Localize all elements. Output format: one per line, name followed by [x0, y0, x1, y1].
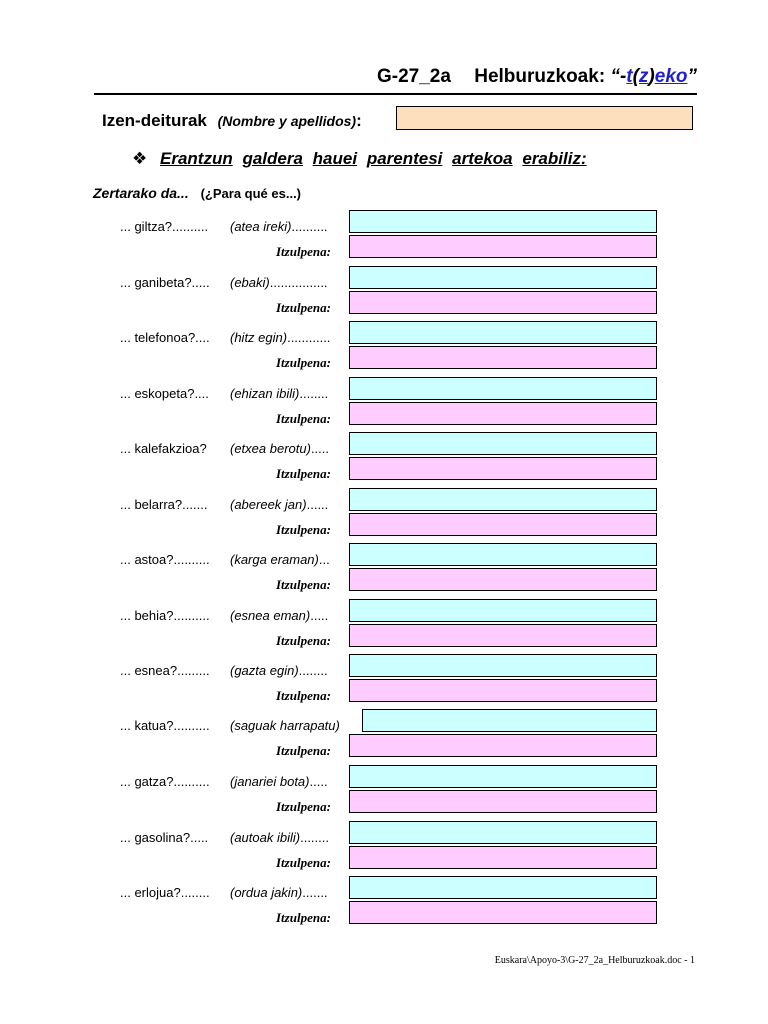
item-hint-dots: ............ — [287, 330, 331, 345]
suffix-quote-close: ” — [687, 66, 697, 87]
translation-field[interactable] — [349, 679, 657, 702]
suffix-z: z — [638, 66, 649, 87]
exercise-item — [0, 543, 768, 599]
answer-field[interactable] — [349, 876, 657, 899]
instruction-word: hauei — [312, 149, 358, 168]
translation-field[interactable] — [349, 513, 657, 536]
item-hint-dots: ........ — [298, 663, 328, 678]
translation-label: Itzulpena: — [276, 855, 331, 870]
item-hint-dots: ....... — [302, 885, 328, 900]
translation-field[interactable] — [349, 291, 657, 314]
item-hint — [230, 386, 328, 401]
exercise-item — [0, 321, 768, 377]
item-hint — [230, 718, 340, 733]
answer-field[interactable] — [349, 654, 657, 677]
exercise-item — [0, 654, 768, 710]
instruction-word: erabiliz: — [522, 149, 587, 168]
translation-field[interactable] — [349, 734, 657, 757]
item-hint-dots: ... — [318, 552, 330, 567]
item-hint-text: (ordua jakin) — [230, 885, 303, 900]
item-word: ... belarra?....... — [120, 497, 208, 512]
item-hint-dots: ........ — [300, 830, 329, 845]
footer-path: Euskara\Apoyo-3\G-27_2a_Helburuzkoak.doc - 1 — [494, 955, 695, 966]
translation-label: Itzulpena: — [276, 244, 331, 259]
exercise-item — [0, 488, 768, 544]
item-hint — [230, 552, 330, 567]
translation-field[interactable] — [349, 346, 657, 369]
suffix-paren-close: ) — [648, 66, 655, 87]
exercise-item — [0, 377, 768, 433]
worksheet-title: Helburuzkoak: — [474, 66, 606, 87]
name-input-field[interactable] — [396, 106, 693, 130]
answer-field[interactable] — [349, 377, 657, 400]
item-hint-text: (hitz egin) — [230, 330, 288, 345]
item-hint — [230, 219, 328, 234]
question-prompt — [93, 185, 301, 201]
translation-label: Itzulpena: — [276, 743, 331, 758]
item-word: ... esnea?......... — [120, 663, 210, 678]
item-hint — [230, 330, 330, 345]
item-word: ... behia?.......... — [120, 608, 210, 623]
suffix-t: t — [626, 66, 633, 87]
item-hint-dots: ........ — [299, 386, 329, 401]
item-hint-text: (saguak harrapatu) — [230, 718, 340, 733]
suffix-quote-open: “- — [610, 66, 627, 87]
item-hint-dots: ...... — [306, 497, 329, 512]
item-hint-text: (etxea berotu) — [230, 441, 311, 456]
exercise-item — [0, 765, 768, 821]
exercise-item — [0, 876, 768, 932]
answer-field[interactable] — [349, 266, 657, 289]
item-hint-dots: ..... — [309, 774, 328, 789]
answer-field[interactable] — [349, 432, 657, 455]
translation-label: Itzulpena: — [276, 466, 331, 481]
item-hint — [230, 885, 328, 900]
item-word: ... ganibeta?..... — [120, 275, 210, 290]
prompt-sub: (¿Para qué es...) — [200, 186, 302, 201]
answer-field[interactable] — [349, 321, 657, 344]
item-hint-dots: ..... — [310, 441, 329, 456]
item-hint — [230, 441, 329, 456]
instruction-word: Erantzun — [159, 149, 233, 168]
item-hint — [230, 608, 328, 623]
item-hint-text: (esnea eman) — [230, 608, 311, 623]
translation-field[interactable] — [349, 790, 657, 813]
item-hint-text: (abereek jan) — [230, 497, 307, 512]
item-word: ... kalefakzioa? — [120, 441, 207, 456]
item-hint-text: (ebaki) — [230, 275, 270, 290]
item-hint — [230, 663, 328, 678]
translation-label: Itzulpena: — [276, 799, 331, 814]
name-sublabel: (Nombre y apellidos) — [217, 113, 357, 129]
translation-label: Itzulpena: — [276, 522, 331, 537]
translation-label: Itzulpena: — [276, 633, 331, 648]
instruction — [132, 149, 592, 169]
item-hint — [230, 497, 328, 512]
suffix-eko: eko — [654, 66, 688, 87]
exercise-item — [0, 709, 768, 765]
translation-field[interactable] — [349, 568, 657, 591]
instruction-word: galdera — [242, 149, 303, 168]
answer-field[interactable] — [349, 543, 657, 566]
answer-field[interactable] — [349, 210, 657, 233]
document-header — [94, 66, 697, 95]
item-word: ... gasolina?..... — [120, 830, 209, 845]
item-hint-text: (atea ireki) — [230, 219, 292, 234]
item-hint-text: (janariei bota) — [230, 774, 310, 789]
item-hint — [230, 275, 328, 290]
item-hint-dots: ..... — [310, 608, 329, 623]
translation-field[interactable] — [349, 235, 657, 258]
suffix-paren-open: ( — [632, 66, 639, 87]
translation-field[interactable] — [349, 901, 657, 924]
answer-field[interactable] — [362, 709, 657, 732]
exercise-item — [0, 432, 768, 488]
translation-field[interactable] — [349, 846, 657, 869]
item-word: ... erlojua?........ — [120, 885, 210, 900]
translation-label: Itzulpena: — [276, 411, 331, 426]
item-hint — [230, 830, 329, 845]
item-hint-text: (autoak ibili) — [230, 830, 301, 845]
exercise-item — [0, 210, 768, 266]
translation-field[interactable] — [349, 624, 657, 647]
translation-label: Itzulpena: — [276, 910, 331, 925]
item-hint-dots: .......... — [291, 219, 328, 234]
translation-field[interactable] — [349, 402, 657, 425]
translation-label: Itzulpena: — [276, 300, 331, 315]
name-label: Izen-deiturak — [102, 111, 207, 130]
answer-field[interactable] — [349, 599, 657, 622]
exercise-item — [0, 266, 768, 322]
instruction-word: parentesi — [366, 149, 443, 168]
translation-label: Itzulpena: — [276, 577, 331, 592]
exercise-item — [0, 599, 768, 655]
item-hint-text: (karga eraman) — [230, 552, 319, 567]
translation-label: Itzulpena: — [276, 355, 331, 370]
translation-label: Itzulpena: — [276, 688, 331, 703]
item-word: ... katua?.......... — [120, 718, 210, 733]
diamond-bullet-icon: ❖ — [132, 149, 148, 168]
exercise-item — [0, 821, 768, 877]
answer-field[interactable] — [349, 488, 657, 511]
item-word: ... eskopeta?.... — [120, 386, 209, 401]
name-colon: : — [356, 111, 362, 130]
prompt-main: Zertarako da... — [93, 185, 189, 201]
item-hint — [230, 774, 328, 789]
answer-field[interactable] — [349, 765, 657, 788]
item-hint-text: (ehizan ibili) — [230, 386, 300, 401]
item-word: ... astoa?.......... — [120, 552, 210, 567]
item-word: ... gatza?.......... — [120, 774, 210, 789]
item-hint-text: (gazta egin) — [230, 663, 299, 678]
worksheet-code: G-27_2a — [377, 66, 451, 87]
name-row — [102, 111, 362, 131]
translation-field[interactable] — [349, 457, 657, 480]
item-hint-dots: ................ — [269, 275, 328, 290]
answer-field[interactable] — [349, 821, 657, 844]
item-word: ... giltza?.......... — [120, 219, 209, 234]
instruction-word: artekoa — [452, 149, 513, 168]
item-word: ... telefonoa?.... — [120, 330, 210, 345]
